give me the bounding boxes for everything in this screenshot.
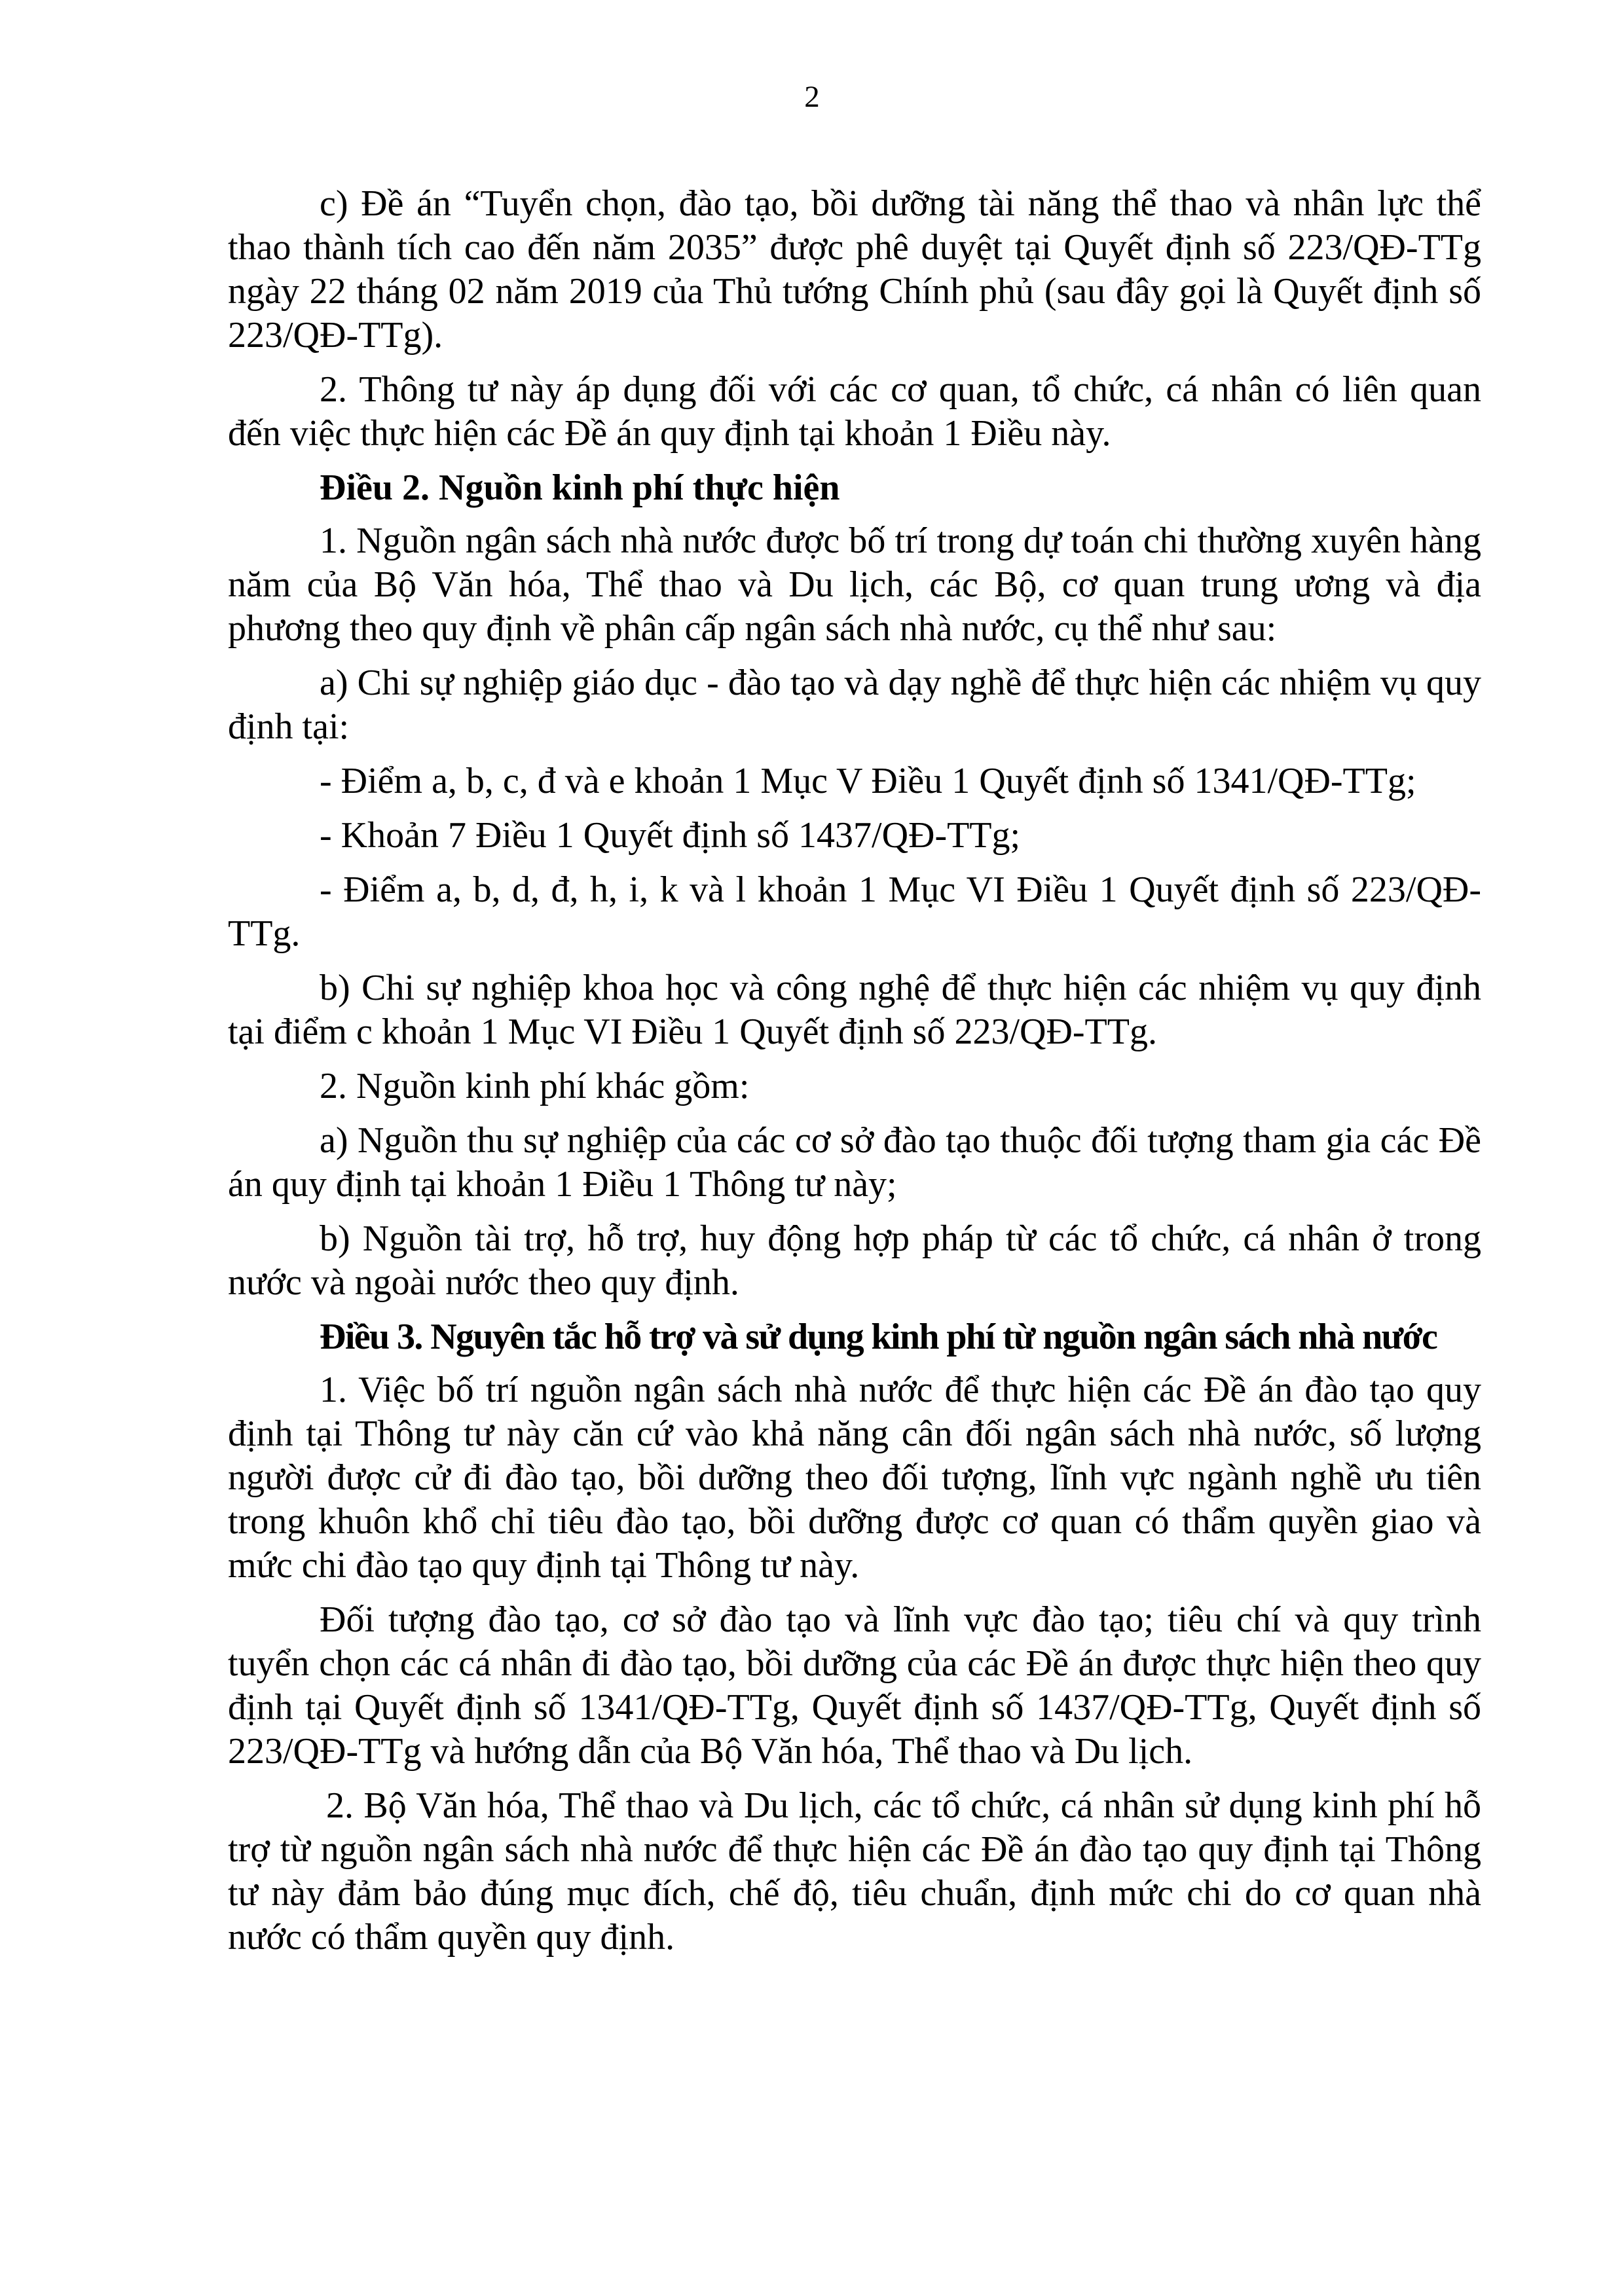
paragraph-article-3-training-subjects: Đối tượng đào tạo, cơ sở đào tạo và lĩnh vực đào tạo; tiêu chí và quy trình tuyển chọn các cá nhân đi đào tạo, bồi dưỡng của các Đề án được thực hiện theo quy định tại Quyết định số 1341/QĐ-TTg, Quyết định số 1437/QĐ-TTg, Quyết định số 223/QĐ-TTg và hướng dẫn của Bộ Văn hóa, Thể thao và Du lịch. [228,1599,1481,1772]
paragraph-article-2-clause-1a: a) Chi sự nghiệp giáo dục - đào tạo và dạy nghề để thực hiện các nhiệm vụ quy định tại: [228,663,1481,747]
paragraph-article-2-clause-1: 1. Nguồn ngân sách nhà nước được bố trí trong dự toán chi thường xuyên hàng năm của Bộ Văn hóa, Thể thao và Du lịch, các Bộ, cơ quan trung ương và địa phương theo quy định về phân cấp ngân sách nhà nước, cụ thể như sau: [228,520,1481,649]
paragraph-article-3-clause-2: 2. Bộ Văn hóa, Thể thao và Du lịch, các tổ chức, cá nhân sử dụng kinh phí hỗ trợ từ nguồn ngân sách nhà nước để thực hiện các Đề án đào tạo quy định tại Thông tư này đảm bảo đúng mục đích, chế độ, tiêu chuẩn, định mức chi do cơ quan nhà nước có thẩm quyền quy định. [228,1785,1481,1958]
paragraph-article-2-clause-1b: b) Chi sự nghiệp khoa học và công nghệ để thực hiện các nhiệm vụ quy định tại điểm c khoản 1 Mục VI Điều 1 Quyết định số 223/QĐ-TTg. [228,968,1481,1052]
page-number: 2 [804,80,820,114]
paragraph-article-2-clause-2a: a) Nguồn thu sự nghiệp của các cơ sở đào tạo thuộc đối tượng tham gia các Đề án quy định tại khoản 1 Điều 1 Thông tư này; [228,1120,1481,1205]
article-3-heading: Điều 3. Nguyên tắc hỗ trợ và sử dụng kinh phí từ nguồn ngân sách nhà nước [320,1317,1437,1357]
paragraph-article-2-clause-2b: b) Nguồn tài trợ, hỗ trợ, huy động hợp pháp từ các tổ chức, cá nhân ở trong nước và ngoài nước theo quy định. [228,1218,1481,1303]
paragraph-article-3-clause-1: 1. Việc bố trí nguồn ngân sách nhà nước để thực hiện các Đề án đào tạo quy định tại Thông tư này căn cứ vào khả năng cân đối ngân sách nhà nước, số lượng người được cử đi đào tạo, bồi dưỡng theo đối tượng, lĩnh vực ngành nghề ưu tiên trong khuôn khổ chỉ tiêu đào tạo, bồi dưỡng được cơ quan có thẩm quyền giao và mức chi đào tạo quy định tại Thông tư này. [228,1370,1481,1586]
article-2-heading: Điều 2. Nguồn kinh phí thực hiện [320,467,840,508]
list-item-decision-1341: - Điểm a, b, c, đ và e khoản 1 Mục V Điều 1 Quyết định số 1341/QĐ-TTg; [320,761,1416,801]
paragraph-article-2-clause-2: 2. Nguồn kinh phí khác gồm: [320,1066,750,1106]
list-item-decision-223: - Điểm a, b, d, đ, h, i, k và l khoản 1 Mục VI Điều 1 Quyết định số 223/QĐ-TTg. [228,869,1481,954]
document-body [228,182,1481,1970]
paragraph-1c-de-an-tuyen-chon: c) Đề án “Tuyển chọn, đào tạo, bồi dưỡng tài năng thể thao và nhân lực thể thao thành tích cao đến năm 2035” được phê duyệt tại Quyết định số 223/QĐ-TTg ngày 22 tháng 02 năm 2019 của Thủ tướng Chính phủ (sau đây gọi là Quyết định số 223/QĐ-TTg). [228,183,1481,355]
paragraph-2-pham-vi-ap-dung: 2. Thông tư này áp dụng đối với các cơ quan, tổ chức, cá nhân có liên quan đến việc thực hiện các Đề án quy định tại khoản 1 Điều này. [228,369,1481,454]
list-item-decision-1437: - Khoản 7 Điều 1 Quyết định số 1437/QĐ-TTg; [320,815,1021,856]
